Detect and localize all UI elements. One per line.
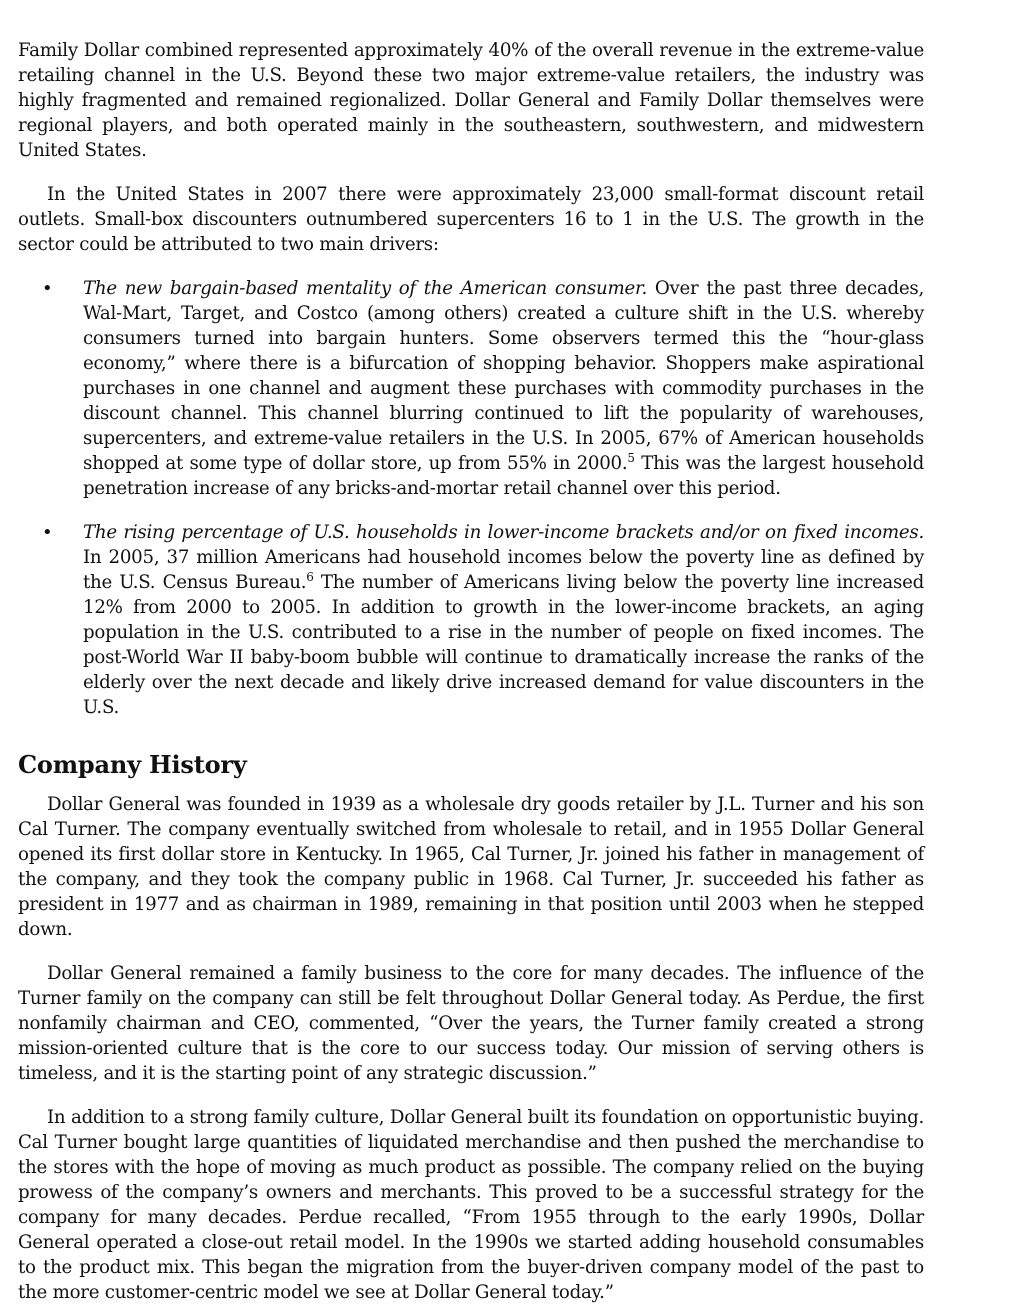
bullet-marker: •	[42, 278, 53, 299]
intro-paragraph-1: Family Dollar combined represented approximately 40% of the overall revenue in the extreme-value retailing channel in the U.S. Beyond these two major extreme-value retailers, the industry was highly fragmented and remained regionalized. Dollar General and Family Dollar themselves were regional players, and both operated mainly in the southeastern, southwestern, and midwestern United States.	[18, 40, 924, 161]
history-paragraph-1: Dollar General was founded in 1939 as a wholesale dry goods retailer by J.L. Turner and his son Cal Turner. The company eventually switched from wholesale to retail, and in 1955 Dollar General opened its first dollar store in Kentucky. In 1965, Cal Turner, Jr. joined his father in management of the company, and they took the company public in 1968. Cal Turner, Jr. succeeded his father as president in 1977 and as chairman in 1989, remaining in that position until 2003 when he stepped down.	[18, 794, 924, 940]
bullet-paragraph	[83, 520, 924, 720]
bullet-text: The number of Americans living below the poverty line increased 12% from 2000 to 2005. In addition to growth in the lower-income brackets, an aging population in the U.S. contributed to a rise in the number of people on fixed incomes. The post-World War II baby-boom bubble will continue to dramatically increase the ranks of the elderly over the next decade and likely drive increased demand for value discounters in the U.S.	[83, 572, 924, 718]
bullet-text: This was the largest household penetration increase of any bricks-and-mortar retail channel over this period.	[83, 453, 924, 499]
bullet-text: In 2005, 37 million Americans had household incomes below the poverty line as defined by the U.S. Census Bureau.	[83, 547, 924, 593]
bullet-paragraph	[83, 276, 924, 501]
footnote-ref: 5	[627, 450, 635, 465]
list-item	[18, 520, 924, 720]
list-item	[18, 276, 924, 501]
bullet-title: The rising percentage of U.S. households in lower-income brackets and/or on fixed incomes.	[83, 522, 924, 543]
document-page	[18, 38, 924, 1305]
section-heading: Company History	[18, 750, 247, 779]
drivers-list	[18, 276, 924, 720]
history-paragraph-3: In addition to a strong family culture, Dollar General built its foundation on opportunistic buying. Cal Turner bought large quantities of liquidated merchandise and then pushed the merchandise to the stores with the hope of moving as much product as possible. The company relied on the buying prowess of the company’s owners and merchants. This proved to be a successful strategy for the company for many decades. Perdue recalled, “From 1955 through to the early 1990s, Dollar General operated a close-out retail model. In the 1990s we started adding household consumables to the product mix. This began the migration from the buyer-driven company model of the past to the more customer-centric model we see at Dollar General today.”	[18, 1107, 924, 1303]
footnote-ref: 6	[306, 569, 314, 584]
intro-paragraph-2: In the United States in 2007 there were approximately 23,000 small-format discount retail outlets. Small-box discounters outnumbered supercenters 16 to 1 in the U.S. The growth in the sector could be attributed to two main drivers:	[18, 184, 924, 255]
bullet-title: The new bargain-based mentality of the American consumer.	[83, 278, 647, 299]
bullet-text: Over the past three decades, Wal-Mart, Target, and Costco (among others) created a culture shift in the U.S. whereby consumers turned into bargain hunters. Some observers termed this the “hour-glass economy,” where there is a bifurcation of shopping behavior. Shoppers make aspirational purchases in one channel and augment these purchases with commodity purchases in the discount channel. This channel blurring continued to lift the popularity of warehouses, supercenters, and extreme-value retailers in the U.S. In 2005, 67% of American households shopped at some type of dollar store, up from 55% in 2000.	[83, 278, 924, 474]
bullet-marker: •	[42, 522, 53, 543]
history-paragraph-2: Dollar General remained a family business to the core for many decades. The influence of the Turner family on the company can still be felt throughout Dollar General today. As Perdue, the first nonfamily chairman and CEO, commented, “Over the years, the Turner family created a strong mission-oriented culture that is the core to our success today. Our mission of serving others is timeless, and it is the starting point of any strategic discussion.”	[18, 963, 924, 1084]
